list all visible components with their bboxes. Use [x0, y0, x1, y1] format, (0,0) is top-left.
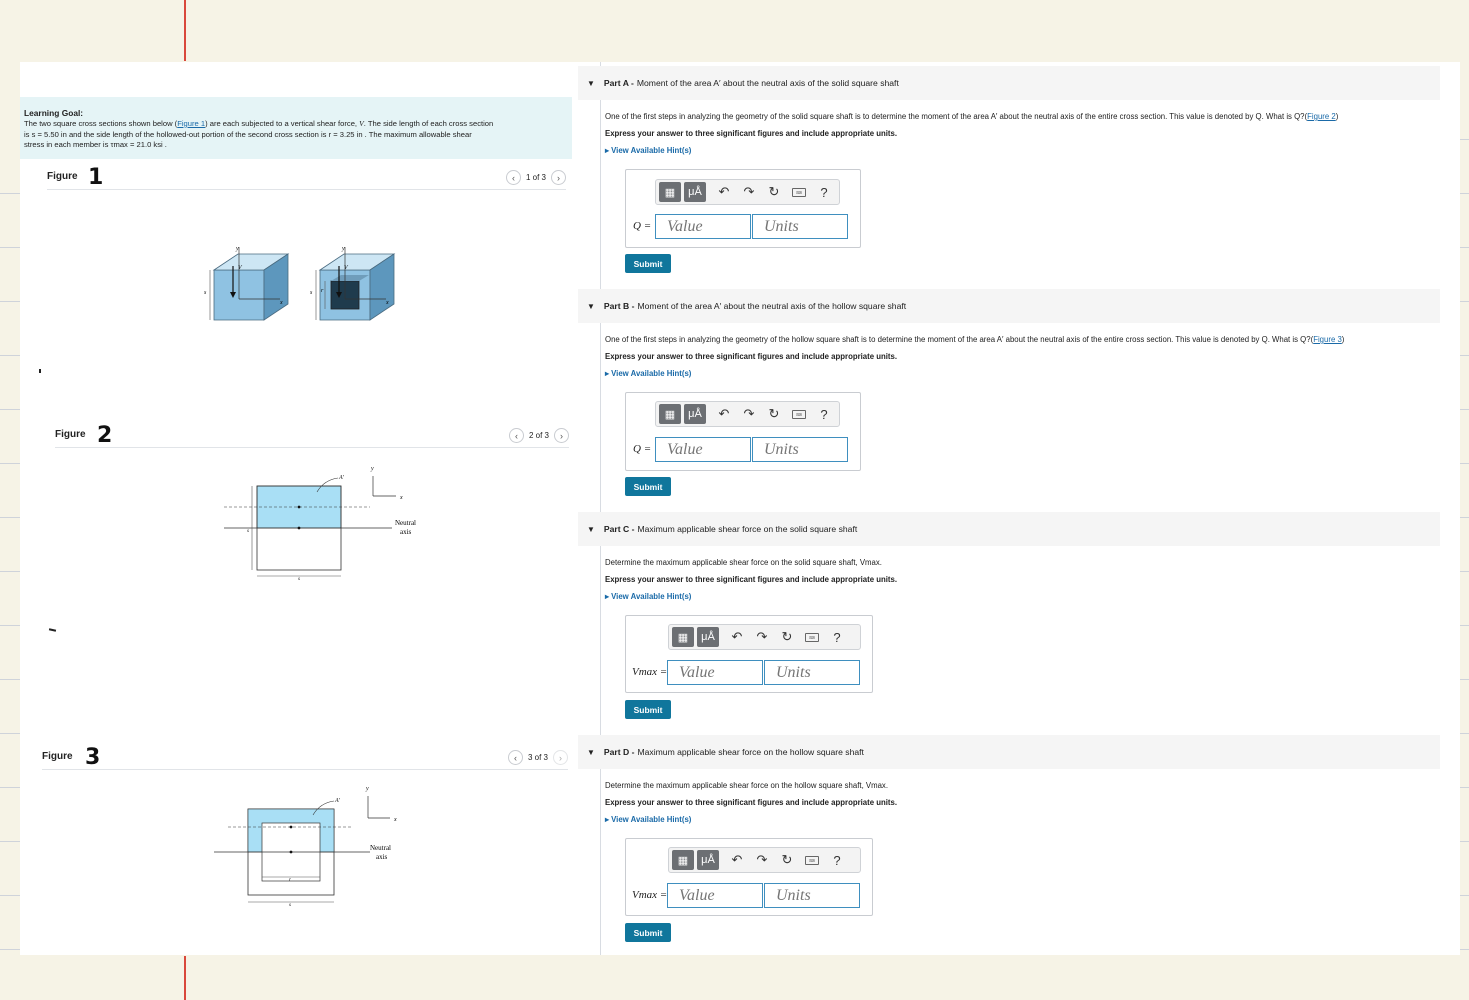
units-button[interactable]: μÅ — [684, 182, 706, 202]
ruled-line — [0, 301, 20, 302]
figure-3-drawing — [210, 782, 420, 907]
part-c-header[interactable] — [578, 512, 1440, 546]
x-axis-label: x — [400, 495, 403, 501]
pager-label: 2 of 3 — [528, 431, 549, 440]
figure-pager — [509, 428, 569, 443]
stray-mark — [39, 369, 41, 373]
part-description: One of the first steps in analyzing the geometry of the solid square shaft is to determine the moment of the area A′ about the neutral axis of the entire cross section. This value is denoted by Q. What is Q?( — [605, 112, 1308, 121]
ruled-line — [1460, 733, 1469, 734]
equation-label: Q = — [633, 220, 652, 232]
part-description: Determine the maximum applicable shear force on the solid square shaft, Vmax. — [605, 558, 882, 567]
figure-1-header — [47, 166, 566, 190]
template-button[interactable]: ▦ — [672, 627, 694, 647]
ruled-line — [0, 247, 20, 248]
part-label: Part C - — [603, 524, 635, 534]
ruled-line — [1460, 841, 1469, 842]
reset-icon[interactable]: ↻ — [781, 852, 793, 867]
collapse-caret-icon[interactable]: ▼ — [587, 78, 595, 88]
math-toolbar — [668, 847, 861, 873]
part-description: Determine the maximum applicable shear force on the hollow square shaft, Vmax. — [605, 781, 888, 790]
figure-1-link[interactable]: Figure 1 — [177, 118, 206, 128]
part-b-header[interactable] — [578, 289, 1440, 323]
handwritten-number: 2 — [97, 423, 113, 448]
view-hints-link[interactable]: ▸ View Available Hint(s) — [605, 592, 692, 601]
ruled-line — [0, 463, 20, 464]
submit-button[interactable]: Submit — [625, 254, 671, 273]
ruled-line — [0, 949, 20, 950]
ruled-line — [1460, 895, 1469, 896]
y-axis-label: y — [371, 466, 374, 472]
reset-icon[interactable]: ↻ — [768, 184, 780, 199]
part-a-body: One of the first steps in analyzing the geometry of the solid square shaft is to determine the moment of the area A′ about the neutral axis of the entire cross section. This value is denoted by Q. What is Q?(Figure 2) Express your answer to three significant figures and include appropriate units. ▸ View Available Hint(s) — [605, 111, 1440, 155]
ruled-line — [0, 409, 20, 410]
figure-title: Figure — [42, 751, 73, 762]
goal-text: . The side length of each cross section — [363, 118, 494, 128]
collapse-caret-icon[interactable]: ▼ — [587, 301, 595, 311]
undo-icon[interactable]: ↶ — [718, 406, 730, 421]
help-button[interactable]: ? — [833, 852, 841, 868]
reset-icon[interactable]: ↻ — [781, 629, 793, 644]
side-length-label: s — [298, 577, 300, 582]
view-hints-link[interactable]: ▸ View Available Hint(s) — [605, 369, 692, 378]
goal-text: stress in each member is τmax = 21.0 ksi . — [24, 140, 167, 150]
a-prime-label: A' — [335, 798, 340, 804]
hint-label: View Available Hint(s) — [611, 815, 692, 824]
ruled-line — [0, 193, 20, 194]
undo-icon[interactable]: ↶ — [731, 852, 743, 867]
ruled-line — [1460, 949, 1469, 950]
x-axis-label: x — [386, 300, 389, 306]
hint-label: View Available Hint(s) — [611, 592, 692, 601]
goal-text: ) are each subjected to a vertical shear force, — [205, 118, 360, 128]
prev-figure-button[interactable]: ‹ — [509, 428, 524, 443]
next-figure-button[interactable]: › — [554, 428, 569, 443]
redo-icon[interactable]: ↷ — [743, 184, 755, 199]
part-c-body — [605, 557, 1440, 601]
value-input[interactable] — [655, 214, 751, 239]
help-button[interactable]: ? — [820, 184, 828, 200]
part-label: Part D - — [603, 747, 635, 757]
help-button[interactable]: ? — [833, 629, 841, 645]
handwritten-number: 1 — [88, 165, 104, 190]
ruled-line — [0, 841, 20, 842]
value-input[interactable] — [667, 883, 763, 908]
next-figure-button[interactable]: › — [553, 750, 568, 765]
part-title: Maximum applicable shear force on the solid square shaft — [637, 524, 858, 534]
shear-label: V — [344, 265, 348, 271]
figure-3-header — [42, 746, 568, 770]
part-title: Moment of the area A′ about the neutral axis of the solid square shaft — [636, 78, 899, 88]
view-hints-link[interactable]: ▸ View Available Hint(s) — [605, 146, 692, 155]
neutral-label: Neutral — [370, 844, 391, 852]
notebook-margin-line-bottom — [184, 956, 186, 1000]
ruled-line — [1460, 301, 1469, 302]
ruled-line — [1460, 625, 1469, 626]
ruled-line — [0, 517, 20, 518]
units-input[interactable] — [752, 437, 848, 462]
ruled-line — [0, 355, 20, 356]
template-button[interactable]: ▦ — [672, 850, 694, 870]
part-d-body — [605, 780, 1440, 824]
answer-instruction: Express your answer to three significant figures and include appropriate units. — [605, 129, 898, 138]
keyboard-icon[interactable]: ⌨ — [792, 410, 806, 419]
redo-icon[interactable]: ↷ — [756, 629, 768, 644]
figure-2-drawing — [220, 462, 430, 582]
part-d-header[interactable] — [578, 735, 1440, 769]
part-b-body: One of the first steps in analyzing the geometry of the hollow square shaft is to determine the moment of the area A′ about the neutral axis of the entire cross section. This value is denoted by Q. What is Q?(Figure 3) Express your answer to three significant figures and include appropriate units. ▸ View Available Hint(s) — [605, 334, 1440, 378]
answer-instruction: Express your answer to three significant figures and include appropriate units. — [605, 352, 898, 361]
neutral-label: Neutral — [395, 519, 416, 527]
units-input[interactable] — [764, 660, 860, 685]
part-title: Moment of the area A′ about the neutral axis of the hollow square shaft — [637, 301, 907, 311]
math-toolbar — [655, 401, 840, 427]
ruled-line — [0, 787, 20, 788]
prev-figure-button[interactable]: ‹ — [506, 170, 521, 185]
collapse-caret-icon[interactable]: ▼ — [587, 747, 595, 757]
pager-label: 1 of 3 — [525, 173, 546, 182]
goal-text: The two square cross sections shown below ( — [24, 118, 178, 128]
units-input[interactable] — [764, 883, 860, 908]
panel-divider — [600, 62, 601, 955]
prev-figure-button[interactable]: ‹ — [508, 750, 523, 765]
figure-pager — [508, 750, 568, 765]
a-prime-label: A' — [339, 475, 344, 481]
figure-2-link[interactable]: Figure 2 — [1307, 112, 1336, 121]
submit-button[interactable]: Submit — [625, 477, 671, 496]
figure-title: Figure — [55, 429, 86, 440]
ruled-line — [0, 679, 20, 680]
y-axis-label: y — [236, 246, 239, 252]
redo-icon[interactable]: ↷ — [756, 852, 768, 867]
ruled-line — [0, 625, 20, 626]
x-axis-label: x — [280, 300, 283, 306]
ruled-line — [0, 733, 20, 734]
hint-label: View Available Hint(s) — [611, 369, 692, 378]
submit-button[interactable]: Submit — [625, 700, 671, 719]
part-label: Part B - — [603, 301, 635, 311]
goal-text: is s = 5.50 in and the side length of the hollowed-out portion of the second cross section is r = 3.25 in . The maximum allowable shear — [24, 129, 472, 139]
figure-title: Figure — [47, 171, 78, 182]
axis-label: axis — [400, 528, 412, 536]
hollow-length-label: r — [321, 288, 324, 294]
submit-button[interactable]: Submit — [625, 923, 671, 942]
ruled-line — [1460, 571, 1469, 572]
ruled-line — [1460, 787, 1469, 788]
undo-icon[interactable]: ↶ — [718, 184, 730, 199]
side-length-label: s — [204, 290, 207, 296]
ruled-line — [0, 895, 20, 896]
learning-goal-heading: Learning Goal: — [24, 108, 84, 118]
ruled-line — [1460, 679, 1469, 680]
part-description: One of the first steps in analyzing the geometry of the hollow square shaft is to determine the moment of the area A′ about the neutral axis of the entire cross section. This value is denoted by Q. What is Q?( — [605, 335, 1314, 344]
equation-label: Vmax = — [632, 889, 668, 901]
y-axis-label: y — [366, 786, 369, 792]
units-input[interactable] — [752, 214, 848, 239]
equation-label: Vmax = — [632, 666, 668, 678]
hollow-length-label: r — [289, 878, 291, 883]
figure-pager — [506, 170, 566, 185]
value-input[interactable] — [655, 437, 751, 462]
equation-label: Q = — [633, 443, 652, 455]
side-length-label: s — [289, 903, 291, 907]
units-button[interactable]: μÅ — [684, 404, 706, 424]
view-hints-link[interactable]: ▸ View Available Hint(s) — [605, 815, 692, 824]
undo-icon[interactable]: ↶ — [731, 629, 743, 644]
help-button[interactable]: ? — [820, 406, 828, 422]
keyboard-icon[interactable]: ⌨ — [805, 856, 819, 865]
keyboard-icon[interactable]: ⌨ — [805, 633, 819, 642]
ruled-line — [1460, 355, 1469, 356]
side-length-label: s — [247, 529, 249, 534]
ruled-line — [1460, 463, 1469, 464]
template-button[interactable]: ▦ — [659, 182, 681, 202]
axis-label: axis — [376, 853, 388, 861]
collapse-caret-icon[interactable]: ▼ — [587, 524, 595, 534]
y-axis-label: y — [342, 246, 345, 252]
shear-label: V — [238, 265, 242, 271]
units-button[interactable]: μÅ — [697, 850, 719, 870]
ruled-line — [1460, 517, 1469, 518]
units-button[interactable]: μÅ — [697, 627, 719, 647]
math-toolbar — [655, 179, 840, 205]
answer-instruction: Express your answer to three significant figures and include appropriate units. — [605, 798, 898, 807]
part-a-header[interactable] — [578, 66, 1440, 100]
redo-icon[interactable]: ↷ — [743, 406, 755, 421]
goal-variable: V — [359, 118, 364, 128]
x-axis-label: x — [394, 817, 397, 823]
template-button[interactable]: ▦ — [659, 404, 681, 424]
figure-3-link[interactable]: Figure 3 — [1313, 335, 1342, 344]
stray-mark — [49, 628, 56, 631]
figure-1-drawing — [200, 242, 410, 322]
learning-goal — [20, 97, 572, 159]
ruled-line — [0, 571, 20, 572]
hint-label: View Available Hint(s) — [611, 146, 692, 155]
notebook-margin-line-top — [184, 0, 186, 61]
next-figure-button[interactable]: › — [551, 170, 566, 185]
side-length-label: s — [310, 290, 313, 296]
handwritten-number: 3 — [85, 745, 101, 770]
keyboard-icon[interactable]: ⌨ — [792, 188, 806, 197]
part-title: Maximum applicable shear force on the hollow square shaft — [637, 747, 864, 757]
reset-icon[interactable]: ↻ — [768, 406, 780, 421]
answer-instruction: Express your answer to three significant figures and include appropriate units. — [605, 575, 898, 584]
ruled-line — [1460, 247, 1469, 248]
math-toolbar — [668, 624, 861, 650]
figure-2-header — [55, 424, 569, 448]
value-input[interactable] — [667, 660, 763, 685]
ruled-line — [1460, 193, 1469, 194]
pager-label: 3 of 3 — [527, 753, 548, 762]
ruled-line — [1460, 409, 1469, 410]
part-label: Part A - — [603, 78, 634, 88]
ruled-line — [1460, 139, 1469, 140]
